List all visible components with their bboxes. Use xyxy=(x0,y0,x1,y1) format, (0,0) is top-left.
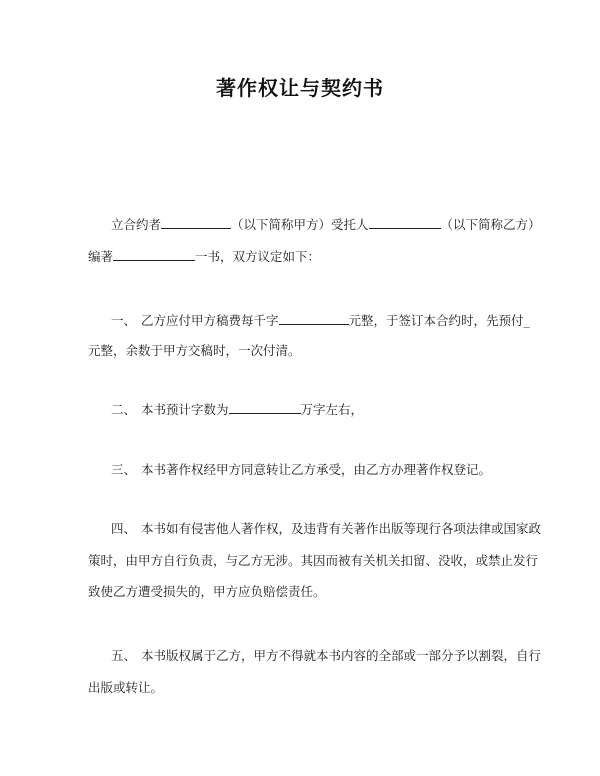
clause-4-line-3: 致使乙方遭受损失的，甲方应负赔偿责任。 xyxy=(88,584,326,599)
clause-2-number: 二、 xyxy=(111,402,137,417)
clause-3-line-1 xyxy=(111,462,491,478)
clause-5-line-1 xyxy=(111,648,541,664)
clause-3-number: 三、 xyxy=(111,462,137,477)
clause-4-text-1: 本书如有侵害他人著作权，及违背有关著作出版等现行各项法律或国家政 xyxy=(141,521,542,536)
clause-1-number: 一、 xyxy=(111,313,137,328)
clause-1-line-1 xyxy=(111,312,530,329)
clause-1-text-a: 乙方应付甲方稿费每千字 xyxy=(141,313,279,328)
clause-2-text-b: 万字左右， xyxy=(300,402,364,417)
clause-2-line-1 xyxy=(111,401,363,418)
fee-blank xyxy=(279,312,349,325)
book-label: 编著 xyxy=(88,249,114,264)
preamble-line-1 xyxy=(111,216,541,233)
clause-1-text-b: 元整，于签订本合约时，先预付_ xyxy=(348,313,530,328)
clause-4-number: 四、 xyxy=(111,521,137,536)
party-b-blank xyxy=(369,216,441,229)
clause-4-line-1 xyxy=(111,521,541,537)
document-title: 著作权让与契约书 xyxy=(216,76,384,100)
clause-4-line-2: 策时，由甲方自行负责，与乙方无涉。其因而被有关机关扣留、没收，或禁止发行 xyxy=(88,553,539,568)
party-a-blank xyxy=(161,216,231,229)
party-a-note: （以下简称甲方）受托人 xyxy=(231,217,369,232)
party-a-label: 立合约者 xyxy=(111,217,162,232)
clause-5-line-2: 出版或转让。 xyxy=(88,680,164,695)
clause-2-text-a: 本书预计字数为 xyxy=(141,402,229,417)
preamble-conclusion: 一书，双方议定如下： xyxy=(195,249,321,264)
clause-1-line-2: 元整，余数于甲方交稿时，一次付清。 xyxy=(88,343,301,358)
party-b-note: （以下简称乙方） xyxy=(440,217,541,232)
word-count-blank xyxy=(229,401,301,414)
clause-5-number: 五、 xyxy=(111,648,137,663)
preamble-line-2 xyxy=(88,248,320,265)
clause-3-text: 本书著作权经甲方同意转让乙方承受，由乙方办理著作权登记。 xyxy=(141,462,492,477)
clause-5-text-1: 本书版权属于乙方，甲方不得就本书内容的全部或一部分予以割裂，自行 xyxy=(141,648,542,663)
book-title-blank xyxy=(113,248,195,261)
